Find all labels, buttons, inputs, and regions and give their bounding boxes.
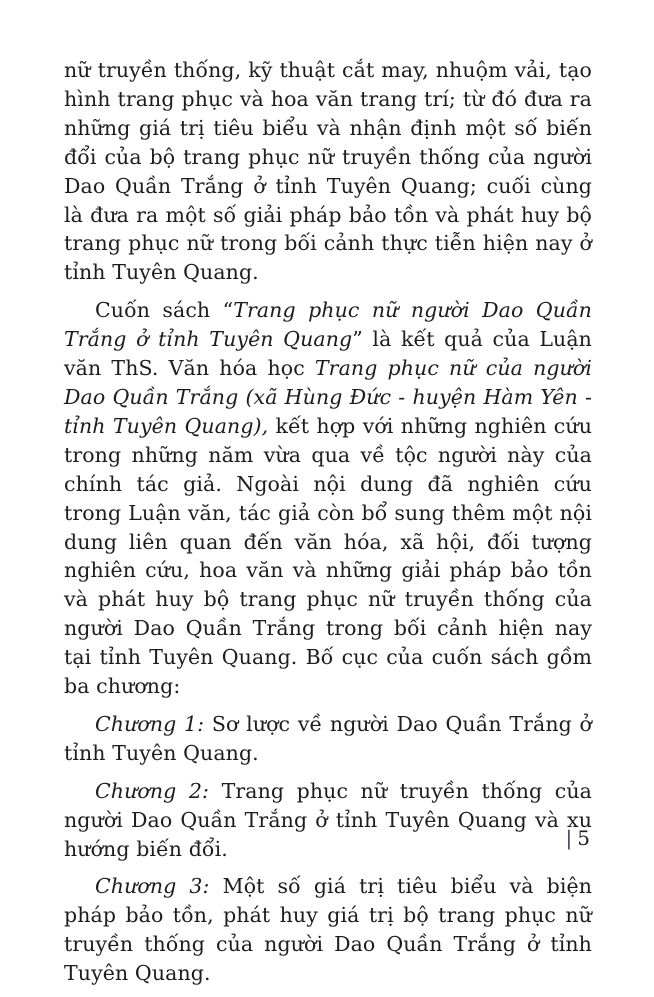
body-text — [64, 56, 592, 997]
page-number: 5 — [577, 826, 590, 850]
paragraph-4 — [64, 777, 592, 864]
page-number-separator: | — [565, 826, 573, 850]
paragraph-1 — [64, 56, 592, 287]
paragraph-3 — [64, 710, 592, 768]
text-run: Sơ lược về người Dao Quần Trắng ở tỉnh Tuyên Quang. — [64, 711, 593, 765]
paragraph-5 — [64, 872, 592, 988]
text-run: Trang phục nữ truyền thống của người Dao Quần Trắng ở tỉnh Tuyên Quang và xu hướng biến đổi. — [64, 778, 592, 861]
text-run: Trang phục nữ của người Dao Quần Trắng (xã Hùng Đức - huyện Hàm Yên - tỉnh Tuyên Quang), — [64, 356, 592, 438]
text-run: kết hợp với những nghiên cứu trong những năm vừa qua về tộc người này của chính tác giả. Ngoài nội dung đã nghiên cứu trong Luận văn, tác giả còn bổ sung thêm một nội dung liên quan đến văn hóa, xã hội, đối tượng nghiên cứu, hoa văn và những giải pháp bảo tồn và phát huy bộ trang phục nữ truyền thống của người Dao Quần Trắng trong bối cảnh hiện nay tại tỉnh Tuyên Quang. Bố cục của cuốn sách gồm ba chương: — [64, 413, 592, 699]
page-footer — [566, 826, 590, 850]
text-run: nữ truyền thống, kỹ thuật cắt may, nhuộm vải, tạo hình trang phục và hoa văn trang trí; từ đó đưa ra những giá trị tiêu biểu và nhận định một số biến đổi của bộ trang phục nữ truyền thống của người Dao Quần Trắng ở tỉnh Tuyên Quang; cuối cùng là đưa ra một số giải pháp bảo tồn và phát huy bộ trang phục nữ trong bối cảnh thực tiễn hiện nay ở tỉnh Tuyên Quang. — [64, 58, 592, 285]
paragraph-2 — [64, 296, 592, 701]
text-run: Cuốn sách “ — [95, 298, 234, 323]
text-run: Chương 3: — [95, 874, 210, 899]
text-run: Chương 2: — [95, 778, 210, 803]
text-run: Trang phục nữ người Dao Quần Trắng ở tỉnh Tuyên Quang — [64, 298, 592, 352]
text-run: Chương 1: — [95, 711, 205, 736]
text-run: ” là kết quả của Luận văn ThS. Văn hóa học — [64, 327, 592, 381]
text-run: Một số giá trị tiêu biểu và biện pháp bảo tồn, phát huy giá trị bộ trang phục nữ truyền thống của người Dao Quần Trắng ở tỉnh Tuyên Quang. — [64, 874, 593, 986]
